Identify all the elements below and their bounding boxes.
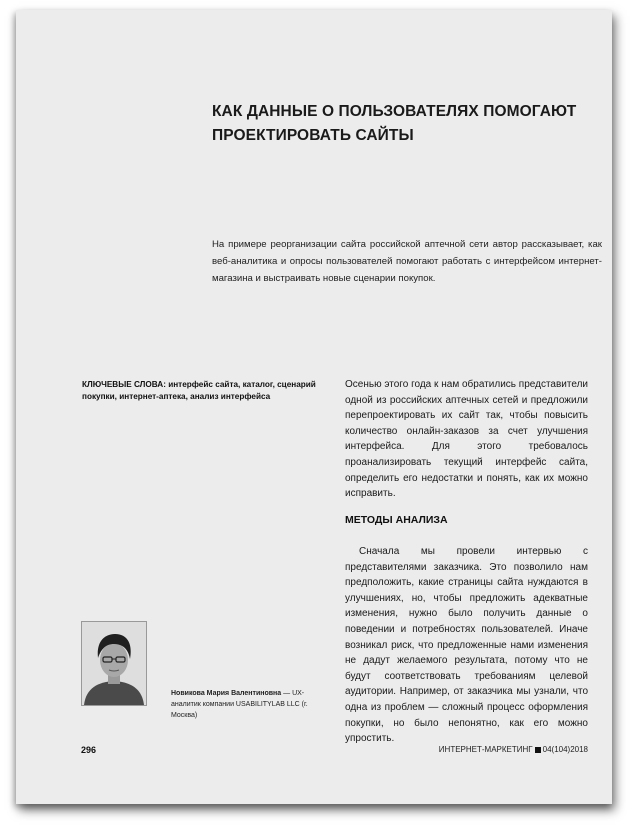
keywords-values: интерфейс сайта, каталог, сценарий покупки, интернет-аптека, анализ интерфейса (82, 380, 316, 401)
article-lead: На примере реорганизации сайта российской аптечной сети автор рассказывает, как веб-аналитика и опросы пользователей помогают работать с интерфейсом интернет-магазина и выстраивать новые сценарии покупок. (212, 239, 602, 284)
journal-issue: 04(104)2018 (542, 745, 588, 754)
journal-name: ИНТЕРНЕТ-МАРКЕТИНГ (438, 745, 533, 754)
author-portrait-image (82, 622, 146, 705)
section-title: МЕТОДЫ АНАЛИЗА (345, 514, 448, 526)
article-paragraph-1: Осенью этого года к нам обратились представители одной из российских аптечных сетей и предложили перепроектировать их сайт так, чтобы повысить количество онлайн-заказов за счет улучшения интерфейса. Для этого требовалось проанализировать текущий интерфейс сайта, определить его недостатки и понять, как их можно исправить. (345, 379, 588, 500)
author-description: — UX-аналитик компании USABILITYLAB LLC (г. Москва) (171, 690, 308, 719)
author-photo (81, 621, 147, 706)
author-caption (171, 688, 331, 721)
keywords-label: КЛЮЧЕВЫЕ СЛОВА: (82, 380, 166, 389)
keywords-block (82, 379, 322, 403)
article-title-line-1: КАК ДАННЫЕ О ПОЛЬЗОВАТЕЛЯХ ПОМОГАЮТ (212, 103, 577, 120)
article-title-line-2: ПРОЕКТИРОВАТЬ САЙТЫ (212, 127, 414, 144)
magazine-page (16, 10, 612, 804)
journal-footer (439, 745, 588, 754)
author-name: Новикова Мария Валентиновна (171, 690, 282, 697)
square-separator-icon (535, 747, 541, 753)
article-title (212, 100, 602, 148)
page-number: 296 (81, 745, 97, 755)
article-paragraph-2: Сначала мы провели интервью с представителями заказчика. Это позволило нам предположить, какие страницы сайта нуждаются в улучшениях, но, чтобы предложить адекватные изменения, нужно было получить данные о поведении и потребностях пользователей. Иначе возникал риск, что предложенные нами изменения не дадут желаемого результата, потому что не будут соответствовать требованиям целевой аудитории. Например, от заказчика мы узнали, что одна из проблем — сложный процесс оформления покупки, но было непонятно, как его можно упростить. (345, 546, 588, 745)
